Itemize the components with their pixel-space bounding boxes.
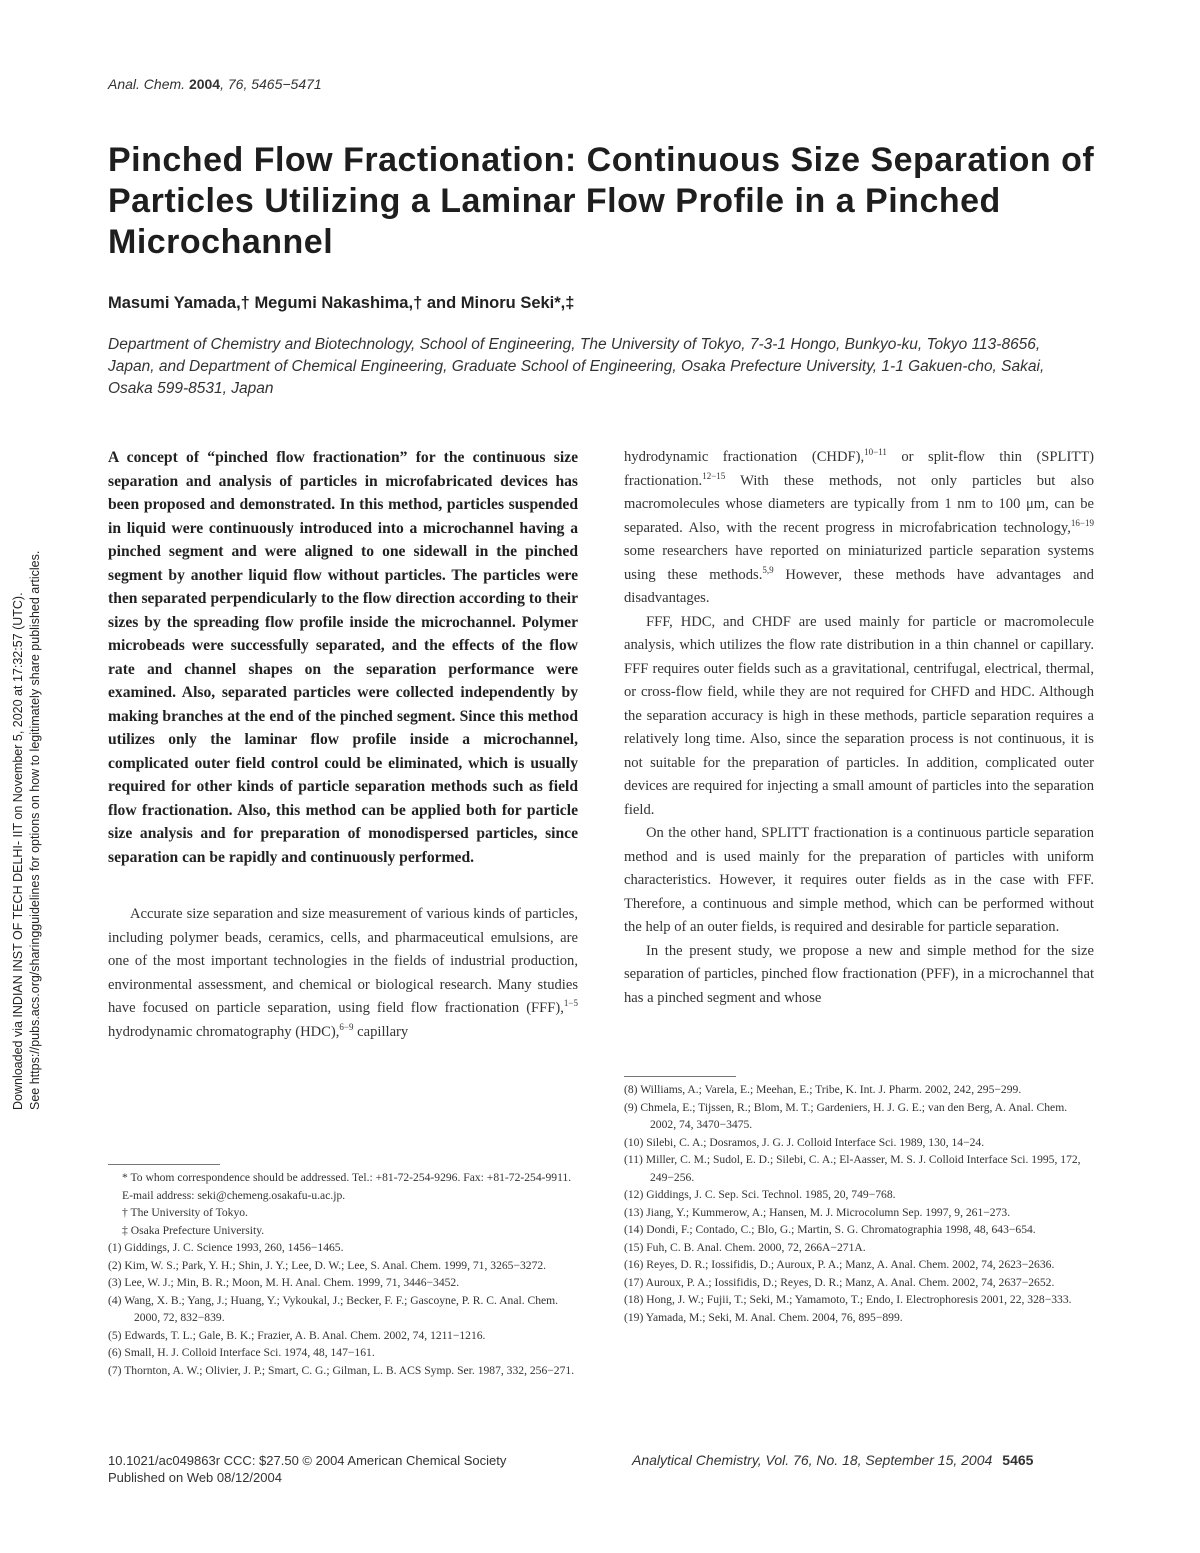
footnote: ‡ Osaka Prefecture University. — [122, 1223, 265, 1237]
reference-item: (2) Kim, W. S.; Park, Y. H.; Shin, J. Y.; Lee, D. W.; Lee, S. Anal. Chem. 1999, 71, 3265−3272. — [108, 1258, 547, 1272]
footnote-divider — [624, 1076, 736, 1077]
body-paragraph — [624, 446, 1094, 611]
references-right — [624, 1076, 1094, 1326]
body-text: some researchers have reported on miniaturized particle separation systems using these methods. — [624, 543, 1094, 583]
reference-item: (9) Chmela, E.; Tijssen, R.; Blom, M. T.; Gardeniers, H. J. G. E.; van den Berg, A. Anal. Chem. 2002, 74, 3470−3475. — [624, 1100, 1068, 1131]
page-number: 5465 — [1002, 1452, 1034, 1468]
download-watermark — [10, 410, 44, 1110]
watermark-link[interactable]: See https://pubs.acs.org/sharingguidelines for options on how to legitimately share published articles. — [28, 550, 42, 1110]
intro-ref-sup: 1−5 — [563, 998, 578, 1009]
reference-item: (12) Giddings, J. C. Sep. Sci. Technol. 1985, 20, 749−768. — [624, 1188, 896, 1201]
reference-item: (8) Williams, A.; Varela, E.; Meehan, E.; Tribe, K. Int. J. Pharm. 2002, 242, 295−299. — [624, 1083, 1022, 1096]
reference-item: (16) Reyes, D. R.; Iossifidis, D.; Auroux, P. A.; Manz, A. Anal. Chem. 2002, 74, 2623−2636. — [624, 1258, 1055, 1271]
ref-sup: 10−11 — [864, 447, 887, 458]
reference-item: (13) Jiang, Y.; Kummerow, A.; Hansen, M. J. Microcolumn Sep. 1997, 9, 261−273. — [624, 1205, 1011, 1219]
ref-sup: 16−19 — [1070, 517, 1094, 528]
reference-item: (10) Silebi, C. A.; Dosramos, J. G. J. Colloid Interface Sci. 1989, 130, 14−24. — [624, 1135, 985, 1149]
body-paragraph: On the other hand, SPLITT fractionation is a continuous particle separation method and is used mainly for the preparation of particles with uniform characteristics. However, it requires outer fields as in the case with FFF. Therefore, a continuous and simple method, which can be performed without the help of an outer fields, is required and desirable for particle separation. — [624, 825, 1094, 935]
citation-year: 2004 — [188, 76, 221, 92]
affiliations: Department of Chemistry and Biotechnology, School of Engineering, The University of Tokyo, 7-3-1 Hongo, Bunkyo-ku, Tokyo 113-8656, Japan, and Department of Chemical Engineering, Graduate School of Engineering, Osaka Prefecture University, 1-1 Gakuen-cho, Sakai, Osaka 599-8531, Japan — [108, 336, 1045, 397]
footnotes-left — [108, 1164, 578, 1379]
citation-journal: Anal. Chem. — [108, 76, 186, 92]
intro-text-a: Accurate size separation and size measurement of various kinds of particles, including polymer beads, ceramics, cells, and pharmaceutical emulsions, are one of the most important technologies in the fields of industrial production, environmental assessment, and chemical or biological research. Many studies have focused on particle separation, using field flow fractionation (FFF), — [108, 906, 578, 1016]
abstract: A concept of “pinched flow fractionation” for the continuous size separation and analysis of particles in microfabricated devices has been proposed and demonstrated. In this method, particles suspended in liquid were continuously introduced into a microchannel having a pinched segment and were aligned to one sidewall in the pinched segment by another liquid flow without particles. The particles were then separated perpendicularly to the flow direction according to their sizes by the spreading flow profile inside the microchannel. Polymer microbeads were successfully separated, and the effects of the flow rate and channel shapes on the separation performance were examined. Also, separated particles were collected independently by making branches at the end of the pinched segment. Since this method utilizes only the laminar flow profile inside a microchannel, complicated outer field control could be eliminated, which is usually required for other kinds of particle separation methods such as field flow fractionation. Also, this method can be applied both for particle size analysis and for preparation of monodispersed particles, since separation can be rapidly and continuously performed. — [108, 449, 578, 866]
intro-text-b: hydrodynamic chromatography (HDC), — [108, 1023, 340, 1040]
footer-doi: 10.1021/ac049863r CCC: $27.50 © 2004 American Chemical Society — [108, 1453, 507, 1468]
reference-item: (18) Hong, J. W.; Fujii, T.; Seki, M.; Yamamoto, T.; Endo, I. Electrophoresis 2001, 22, 328−333. — [624, 1293, 1072, 1306]
body-paragraph: FFF, HDC, and CHDF are used mainly for particle or macromolecule analysis, which utilizes the flow rate distribution in a thin channel or capillary. FFF requires outer fields such as a gravitational, centrifugal, electrical, thermal, or cross-flow field, while they are not required for CHFD and HDC. Although the separation accuracy is high in these methods, particle separation requires a relatively long time. Also, since the separation process is not continuous, it is not suitable for the preparation of particles. In addition, complicated outer devices are required for injecting a small amount of particles into the separation field. — [624, 613, 1094, 818]
intro-paragraph — [108, 903, 578, 1044]
ref-sup: 5,9 — [762, 564, 774, 575]
right-column — [624, 446, 1094, 1010]
citation-volume: 76 — [227, 76, 244, 92]
footer-journal-line: Analytical Chemistry, Vol. 76, No. 18, September 15, 2004 — [632, 1452, 993, 1468]
footnote: * To whom correspondence should be addressed. Tel.: +81-72-254-9296. Fax: +81-72-254-9911. E-mail address: seki@chemeng.osakafu-u.ac.jp. — [122, 1171, 572, 1202]
reference-item: (7) Thornton, A. W.; Olivier, J. P.; Smart, C. G.; Gilman, L. B. ACS Symp. Ser. 1987, 332, 256−271. — [108, 1363, 575, 1377]
body-paragraph: In the present study, we propose a new and simple method for the size separation of particles, pinched flow fractionation (PFF), in a microchannel that has a pinched segment and whose — [624, 942, 1094, 1006]
reference-item: (6) Small, H. J. Colloid Interface Sci. 1974, 48, 147−161. — [108, 1346, 375, 1359]
body-text: hydrodynamic fractionation (CHDF), — [624, 449, 865, 465]
author-list: Masumi Yamada,† Megumi Nakashima,† and Minoru Seki*,‡ — [108, 294, 575, 312]
reference-item: (5) Edwards, T. L.; Gale, B. K.; Frazier, A. B. Anal. Chem. 2002, 74, 1211−1216. — [108, 1328, 486, 1342]
article-title: Pinched Flow Fractionation: Continuous Size Separation of Particles Utilizing a Laminar Flow Profile in a Pinched Microchannel — [108, 141, 1095, 261]
reference-item: (3) Lee, W. J.; Min, B. R.; Moon, M. H. Anal. Chem. 1999, 71, 3446−3452. — [108, 1276, 460, 1289]
body-text: or split-flow thin (SPLITT) fractionation. — [624, 449, 1095, 489]
body-text: However, these methods have advantages and disadvantages. — [624, 566, 1094, 606]
journal-citation: Anal. Chem. 2004, 76, 5465−5471 — [108, 76, 322, 92]
reference-item: (4) Wang, X. B.; Yang, J.; Huang, Y.; Vykoukal, J.; Becker, F. F.; Gascoyne, P. R. C. Anal. Chem. 2000, 72, 832−839. — [108, 1293, 559, 1324]
footer-journal-block — [632, 1452, 1033, 1468]
reference-item: (17) Auroux, P. A.; Iossifidis, D.; Reyes, D. R.; Manz, A. Anal. Chem. 2002, 74, 2637−2652. — [624, 1275, 1055, 1289]
ref-sup: 12−15 — [702, 470, 726, 481]
intro-ref-sup: 6−9 — [339, 1021, 354, 1032]
intro-text-c: capillary — [353, 1023, 409, 1040]
footnote-divider — [108, 1164, 220, 1165]
reference-item: (15) Fuh, C. B. Anal. Chem. 2000, 72, 266A−271A. — [624, 1240, 866, 1254]
reference-item: (11) Miller, C. M.; Sudol, E. D.; Silebi, C. A.; El-Aasser, M. S. J. Colloid Interface Sci. 1995, 172, 249−256. — [624, 1153, 1081, 1184]
footnote: † The University of Tokyo. — [122, 1206, 248, 1219]
reference-item: (1) Giddings, J. C. Science 1993, 260, 1456−1465. — [108, 1241, 344, 1254]
footer-doi-block — [108, 1452, 506, 1486]
citation-pages: 5465−5471 — [251, 76, 322, 92]
footer-published: Published on Web 08/12/2004 — [108, 1470, 282, 1485]
reference-item: (19) Yamada, M.; Seki, M. Anal. Chem. 2004, 76, 895−899. — [624, 1310, 903, 1324]
watermark-line: Downloaded via INDIAN INST OF TECH DELHI- IIT on November 5, 2020 at 17:32:57 (UTC). — [11, 592, 25, 1110]
left-column — [108, 446, 578, 1044]
reference-item: (14) Dondi, F.; Contado, C.; Blo, G.; Martin, S. G. Chromatographia 1998, 48, 643−654. — [624, 1223, 1036, 1236]
body-text: With these methods, not only particles but also macromolecules whose diameters are typically from 1 nm to 100 μm, can be separated. Also, with the recent progress in microfabrication technology, — [624, 472, 1094, 536]
